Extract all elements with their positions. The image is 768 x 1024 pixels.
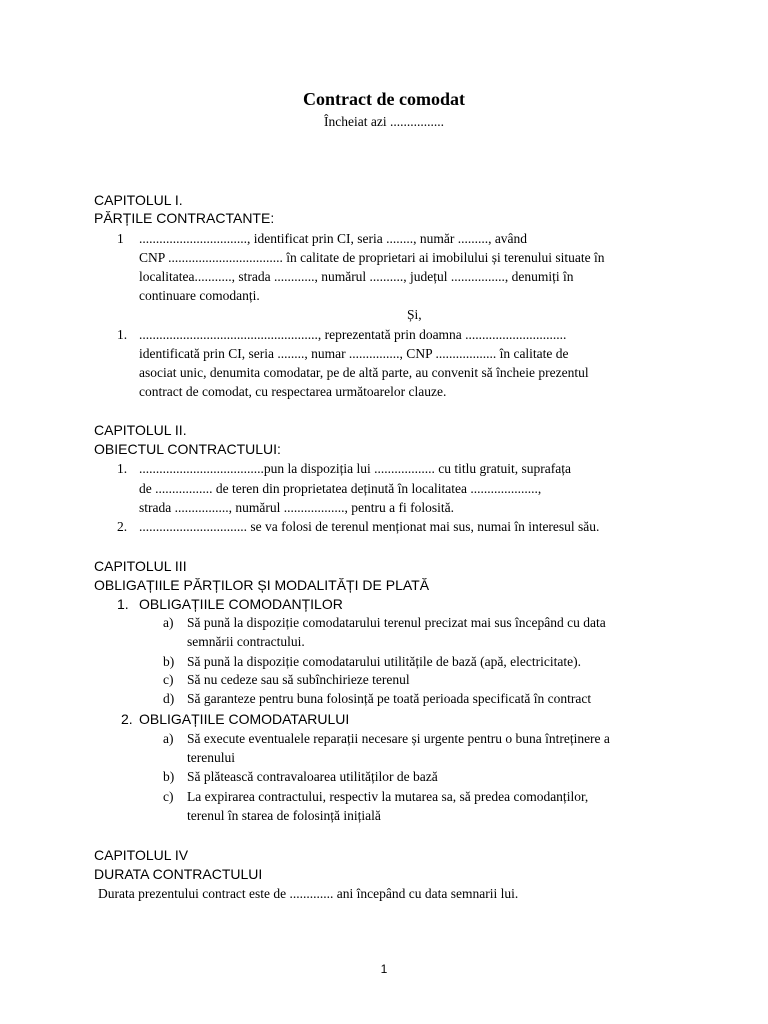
party-2-line: identificată prin CI, seria ........, numar ..............., CNP .................. în calitate de — [139, 346, 569, 361]
obligation-line: Să garanteze pentru buna folosință pe toată perioada specificată în contract — [187, 691, 592, 706]
obligation-line: Să pună la dispoziție comodatarului terenul precizat mai sus începând cu data — [187, 615, 606, 630]
duration-text: Durata prezentului contract este de ............. ani începând cu data semnarii lui. — [98, 886, 519, 901]
conjunction-text: Și, — [407, 307, 422, 322]
party-1-number: 1 — [117, 231, 124, 246]
object-2-line: ................................ se va folosi de terenul menționat mai sus, numai în interesul său. — [139, 519, 600, 534]
party-1-line: ................................, identificat prin CI, seria ........, număr ........., având — [139, 231, 528, 246]
object-1-line: de ................. de teren din proprietatea deținută în localitatea ...................., — [139, 481, 542, 496]
obligation-letter: a) — [163, 731, 174, 746]
party-2-line: asociat unic, denumita comodatar, pe de altă parte, au convenit să încheie prezentul — [139, 365, 589, 380]
chapter-4-heading: CAPITOLUL IV — [94, 847, 189, 863]
obligation-letter: c) — [163, 672, 174, 687]
section-1-title: OBLIGAȚIILE COMODANȚILOR — [139, 596, 343, 612]
document-title: Contract de comodat — [303, 89, 465, 109]
page-number: 1 — [380, 962, 388, 976]
party-1-line: CNP .................................. în calitate de proprietari ai imobilului și terenului situate în — [139, 250, 605, 265]
obligation-line: terenului — [187, 750, 235, 765]
section-2-number: 2. — [121, 711, 133, 727]
obligation-line: Să execute eventualele reparații necesare și urgente pentru o buna întreținere a — [187, 731, 610, 746]
obligation-letter: b) — [163, 654, 175, 669]
chapter-2-heading: CAPITOLUL II. — [94, 422, 187, 438]
object-2-number: 2. — [117, 519, 128, 534]
obligation-line: La expirarea contractului, respectiv la mutarea sa, să predea comodanților, — [187, 789, 589, 804]
object-1-number: 1. — [117, 461, 128, 476]
party-2-line: contract de comodat, cu respectarea următoarelor clauze. — [139, 384, 447, 399]
party-1-line: localitatea..........., strada ............, numărul .........., județul ................, denumiți în — [139, 269, 574, 284]
obligation-letter: c) — [163, 789, 174, 804]
section-1-number: 1. — [117, 596, 129, 612]
chapter-4-subheading: DURATA CONTRACTULUI — [94, 866, 263, 882]
obligation-line: Să nu cedeze sau să subînchirieze terenul — [187, 672, 410, 687]
party-1-line: continuare comodanți. — [139, 288, 260, 303]
obligation-letter: d) — [163, 691, 175, 706]
obligation-letter: b) — [163, 769, 175, 784]
chapter-3-heading: CAPITOLUL III — [94, 558, 187, 574]
chapter-2-subheading: OBIECTUL CONTRACTULUI: — [94, 441, 281, 457]
obligation-letter: a) — [163, 615, 174, 630]
party-2-number: 1. — [117, 327, 128, 342]
chapter-1-subheading: PĂRȚILE CONTRACTANTE: — [94, 210, 275, 226]
document-subtitle: Încheiat azi ................ — [324, 114, 444, 129]
chapter-1-heading: CAPITOLUL I. — [94, 192, 183, 208]
obligation-line: Să plătească contravaloarea utilităților de bază — [187, 769, 438, 784]
obligation-line: terenul în starea de folosință inițială — [187, 808, 381, 823]
party-2-line: ....................................................., reprezentată prin doamna .............................. — [139, 327, 567, 342]
section-2-title: OBLIGAȚIILE COMODATARULUI — [139, 711, 350, 727]
obligation-line: semnării contractului. — [187, 634, 305, 649]
obligation-line: Să pună la dispoziție comodatarului utilitățile de bază (apă, electricitate). — [187, 654, 581, 669]
object-1-line: strada ................, numărul .................., pentru a fi folosită. — [139, 500, 454, 515]
chapter-3-subheading: OBLIGAȚIILE PĂRȚILOR ȘI MODALITĂȚI DE PLATĂ — [94, 577, 430, 593]
object-1-line: .....................................pun la dispoziția lui .................. cu titlu gratuit, suprafața — [139, 461, 571, 476]
